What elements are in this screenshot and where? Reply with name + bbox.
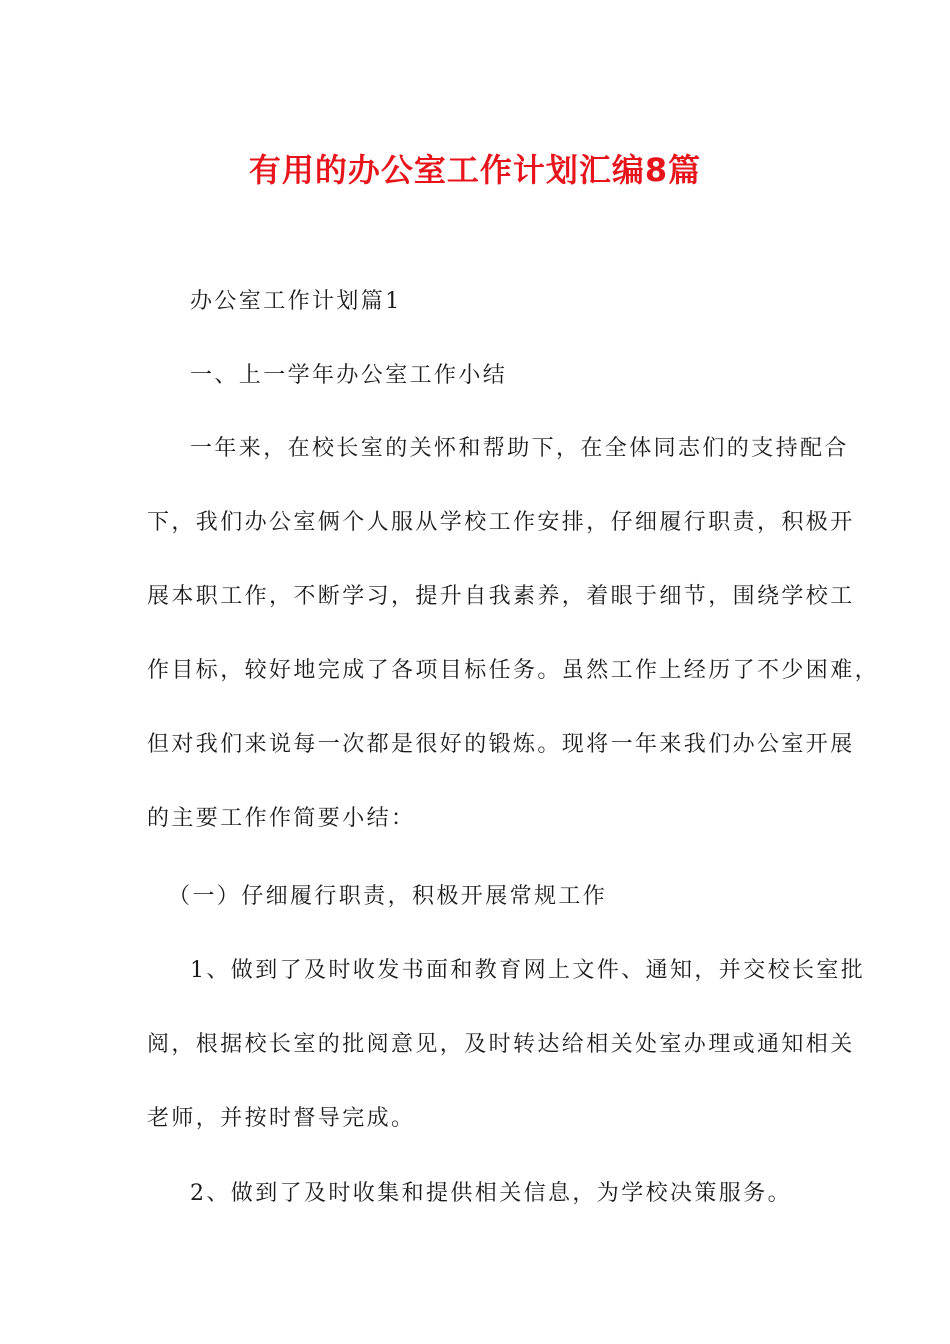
document-title: 有用的办公室工作计划汇编8篇: [248, 151, 702, 189]
paragraph-line: 展本职工作，不断学习，提升自我素养，着眼于细节，围绕学校工: [147, 584, 855, 609]
paragraph-line: 下，我们办公室俩个人服从学校工作安排，仔细履行职责，积极开: [147, 510, 855, 535]
paragraph-line: 老师，并按时督导完成。: [147, 1106, 416, 1131]
paragraph-line: 1、做到了及时收发书面和教育网上文件、通知，并交校长室批: [190, 958, 866, 983]
paragraph-line: 一年来，在校长室的关怀和帮助下，在全体同志们的支持配合: [190, 436, 849, 461]
paragraph-line: 作目标，较好地完成了各项目标任务。虽然工作上经历了不少困难，: [147, 658, 880, 683]
item-heading: （一）仔细履行职责，积极开展常规工作: [168, 884, 608, 909]
paragraph-line: 阅，根据校长室的批阅意见，及时转达给相关处室办理或通知相关: [147, 1032, 855, 1057]
section-heading: 办公室工作计划篇1: [190, 289, 402, 314]
paragraph-line: 2、做到了及时收集和提供相关信息，为学校决策服务。: [190, 1181, 792, 1206]
subsection-heading: 一、上一学年办公室工作小结: [190, 363, 508, 388]
paragraph-line: 的主要工作作简要小结：: [147, 806, 416, 831]
paragraph-line: 但对我们来说每一次都是很好的锻炼。现将一年来我们办公室开展: [147, 732, 855, 757]
